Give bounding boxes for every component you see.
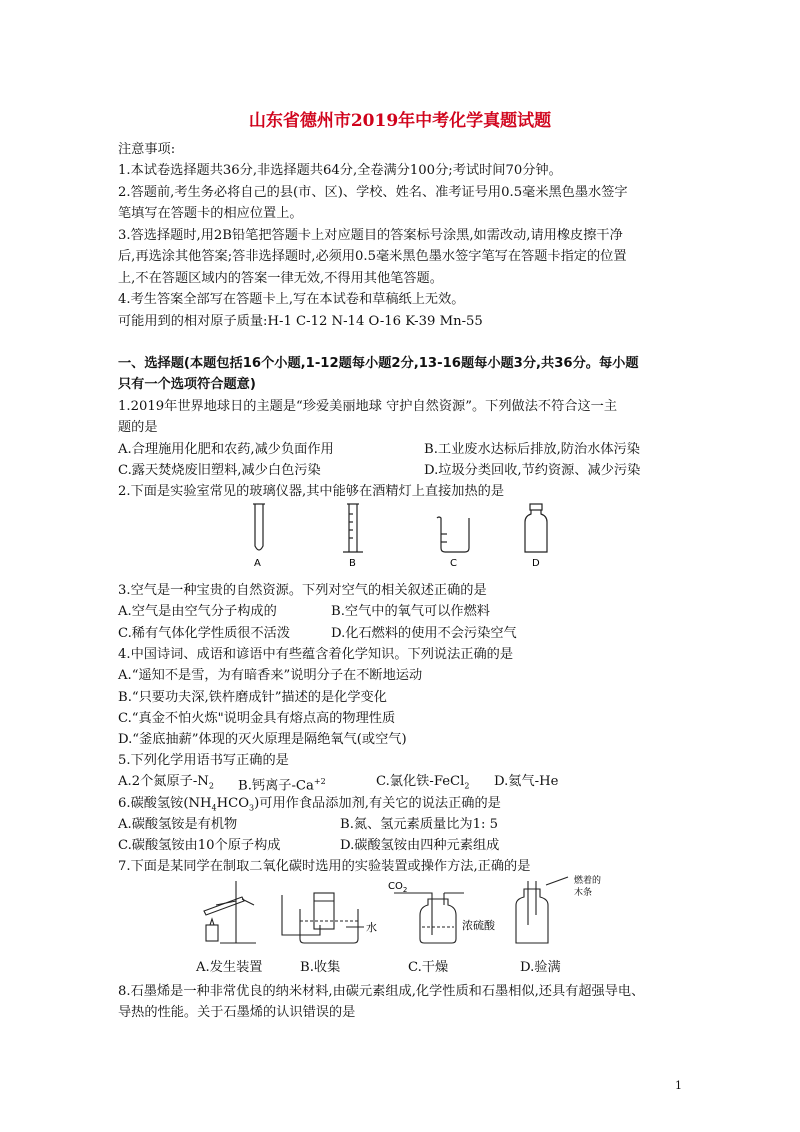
q3-option-c: C.稀有气体化学性质很不活泼 bbox=[118, 626, 291, 641]
q4-option-c: C.“真金不怕火炼"说明金具有熔点高的物理性质 bbox=[118, 711, 396, 726]
q6-option-a: A.碳酸氢铵是有机物 bbox=[118, 817, 238, 832]
drying-bottle-icon bbox=[394, 893, 464, 943]
note-line: 笔填写在答题卡的相应位置上。 bbox=[118, 206, 303, 221]
q8-stem: 8.石墨烯是一种非常优良的纳米材料,由碳元素组成,化学性质和石墨相似,还具有超强导电、 bbox=[118, 984, 645, 999]
fig-label-d: D bbox=[532, 558, 540, 569]
full-check-bottle-icon bbox=[516, 877, 568, 943]
note-line: 4.考生答案全部写在答题卡上,写在本试卷和草稿纸上无效。 bbox=[118, 292, 465, 307]
q3-option-a: A.空气是由空气分子构成的 bbox=[118, 604, 277, 619]
fig-label-c: C bbox=[450, 558, 457, 569]
q2-stem: 2.下面是实验室常见的玻璃仪器,其中能够在酒精灯上直接加热的是 bbox=[118, 484, 505, 499]
label-co2: $CO_2$ bbox=[388, 881, 408, 894]
note-line: 1.本试卷选择题共36分,非选择题共64分,全卷满分100分;考试时间70分钟。 bbox=[118, 163, 562, 178]
graduated-cylinder-icon bbox=[343, 504, 363, 552]
q7-option-c: C.干燥 bbox=[408, 960, 449, 975]
q7-stem: 7.下面是某同学在制取二氧化碳时选用的实验装置或操作方法,正确的是 bbox=[118, 859, 531, 874]
q5-stem: 5.下列化学用语书写正确的是 bbox=[118, 753, 289, 768]
generation-apparatus-icon bbox=[204, 881, 256, 943]
label-water: 水 bbox=[366, 921, 377, 934]
fig-label-a: A bbox=[254, 558, 261, 569]
section-heading: 一、选择题(本题包括16个小题,1-12题每小题2分,13-16题每小题3分,共36分。每小题 bbox=[118, 356, 639, 371]
water-trough-icon bbox=[282, 893, 364, 943]
q6-option-d: D.碳酸氢铵由四种元素组成 bbox=[340, 838, 500, 853]
q7-option-b: B.收集 bbox=[300, 960, 341, 975]
label-stick-2: 木条 bbox=[574, 888, 593, 898]
glassware-figure bbox=[245, 500, 565, 572]
q3-stem: 3.空气是一种宝贵的自然资源。下列对空气的相关叙述正确的是 bbox=[118, 583, 487, 598]
q4-option-a: A.“遥知不是雪，为有暗香来”说明分子在不断地运动 bbox=[118, 668, 423, 683]
q4-option-d: D.“釜底抽薪”体现的灭火原理是隔绝氧气(或空气) bbox=[118, 732, 407, 747]
note-line: 2.答题前,考生务必将自己的县(市、区)、学校、姓名、准考证号用0.5毫米黑色墨水签字 bbox=[118, 185, 628, 200]
q6-stem: 6.碳酸氢铵$(NH_4HCO_3)$可用作食品添加剂,有关它的说法正确的是 bbox=[118, 796, 501, 813]
q1-stem: 1.2019年世界地球日的主题是“珍爱美丽地球 守护自然资源”。下列做法不符合这一主 bbox=[118, 399, 618, 414]
q4-stem: 4.中国诗词、成语和谚语中有些蕴含着化学知识。下列说法正确的是 bbox=[118, 647, 514, 662]
test-tube-icon bbox=[253, 504, 265, 550]
q1-stem-cont: 题的是 bbox=[118, 420, 158, 435]
label-acid: 浓硫酸 bbox=[462, 919, 495, 932]
q3-option-d: D.化石燃料的使用不会污染空气 bbox=[331, 626, 517, 641]
reagent-bottle-icon bbox=[525, 504, 547, 552]
q1-option-b: B.工业废水达标后排放,防治水体污染 bbox=[424, 442, 640, 457]
atomic-mass-line: 可能用到的相对原子质量:H-1 C-12 N-14 O-16 K-39 Mn-55 bbox=[118, 314, 483, 329]
label-stick-1: 燃着的 bbox=[574, 876, 602, 886]
note-line: 上,不在答题区域内的答案一律无效,不得用其他笔答题。 bbox=[118, 271, 443, 286]
q5-option-b: B.钙离子$-Ca^{+2}$ bbox=[238, 777, 326, 794]
q7-option-a: A.发生装置 bbox=[196, 960, 263, 975]
q7-option-d: D.验满 bbox=[520, 960, 561, 975]
q6-option-c: C.碳酸氢铵由10个原子构成 bbox=[118, 838, 281, 853]
q1-option-a: A.合理施用化肥和农药,减少负面作用 bbox=[118, 442, 334, 457]
q5-option-d: D.氦气-He bbox=[494, 774, 559, 789]
q3-option-b: B.空气中的氧气可以作燃料 bbox=[331, 604, 490, 619]
beaker-icon bbox=[437, 517, 469, 552]
page-number: 1 bbox=[675, 1079, 682, 1092]
notes-header: 注意事项: bbox=[118, 142, 176, 157]
q6-option-b: B.氮、氢元素质量比为1: 5 bbox=[340, 817, 498, 832]
note-line: 3.答选择题时,用2B铅笔把答题卡上对应题目的答案标号涂黑,如需改动,请用橡皮擦干净 bbox=[118, 228, 623, 243]
fig-label-b: B bbox=[349, 558, 356, 569]
q1-option-d: D.垃圾分类回收,节约资源、减少污染 bbox=[424, 463, 641, 478]
section-heading-cont: 只有一个选项符合题意) bbox=[118, 377, 256, 392]
co2-apparatus-figure bbox=[196, 875, 616, 955]
page-title: 山东省德州市2019年中考化学真题试题 bbox=[248, 111, 552, 131]
q5-option-a: A.2个氮原子$-N_2$ bbox=[118, 774, 214, 791]
q1-option-c: C.露天焚烧废旧塑料,减少白色污染 bbox=[118, 463, 321, 478]
note-line: 后,再选涂其他答案;答非选择题时,必须用0.5毫米黑色墨水签字笔写在答题卡指定的位置 bbox=[118, 249, 627, 264]
q8-stem-cont: 导热的性能。关于石墨烯的认识错误的是 bbox=[118, 1005, 356, 1020]
q5-option-c: C.氯化铁-FeCl$_2$ bbox=[376, 774, 470, 791]
q4-option-b: B.“只要功夫深,铁杵磨成针”描述的是化学变化 bbox=[118, 690, 387, 705]
